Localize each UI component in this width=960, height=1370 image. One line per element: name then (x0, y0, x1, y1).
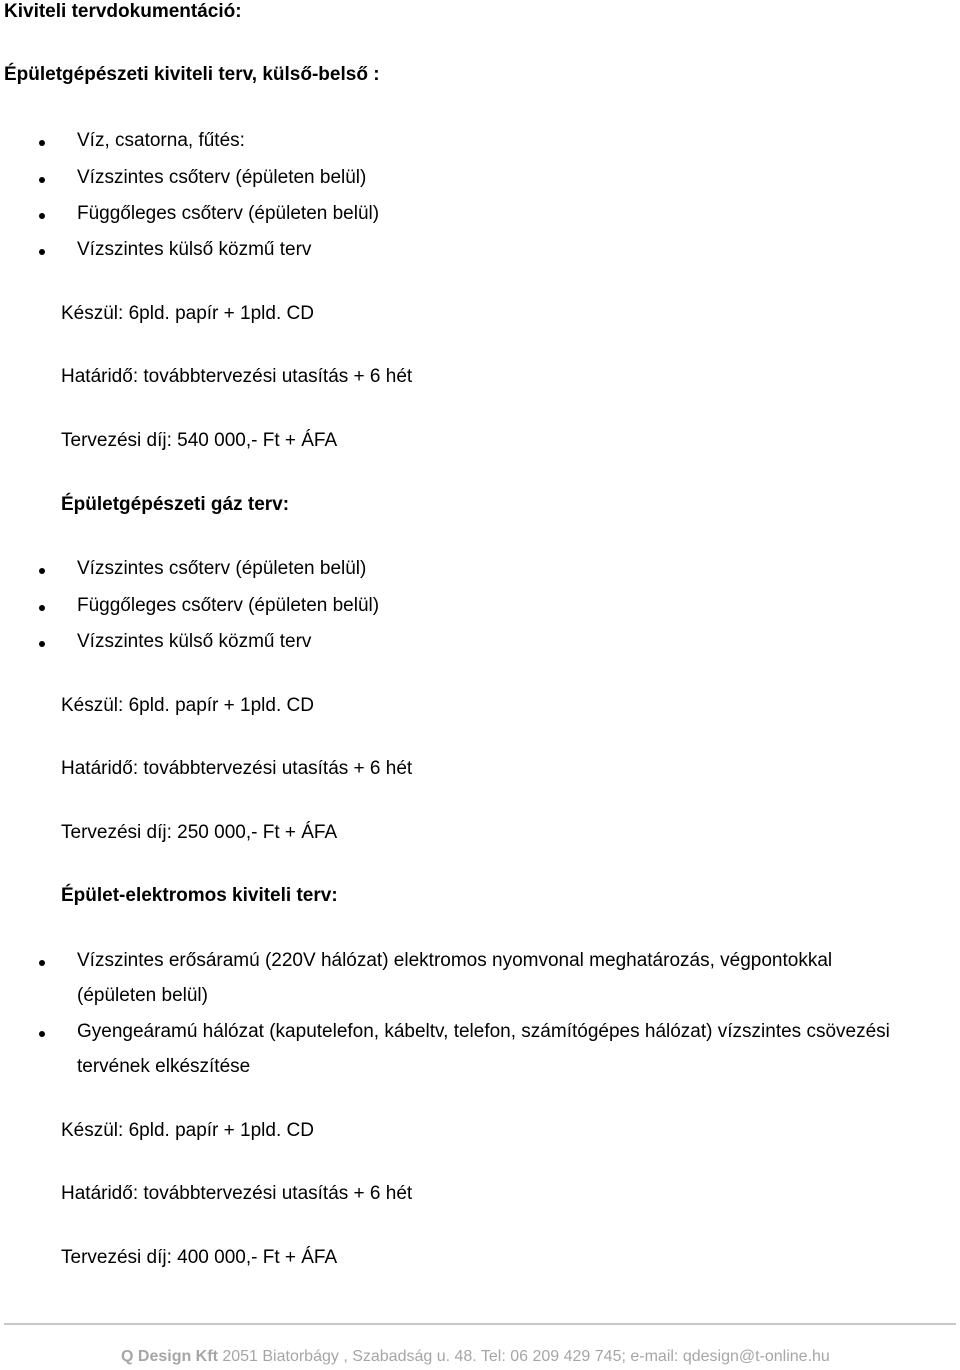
keszul-line: Készül: 6pld. papír + 1pld. CD (61, 695, 314, 716)
list-item: Vízszintes erősáramú (220V hálózat) elektromos nyomvonal meghatározás, végpontokkal (77, 950, 833, 971)
footer-divider (4, 1323, 956, 1325)
dij-line: Tervezési díj: 540 000,- Ft + ÁFA (61, 430, 338, 451)
list-item: Vízszintes csőterv (épületen belül) (77, 167, 367, 188)
bullet-icon (39, 605, 45, 611)
keszul-line: Készül: 6pld. papír + 1pld. CD (61, 303, 314, 324)
list-item: Vízszintes külső közmű terv (77, 239, 312, 260)
list-item-continuation: (épületen belül) (77, 985, 208, 1006)
bullet-icon (39, 568, 45, 574)
list-item: Függőleges csőterv (épületen belül) (77, 203, 380, 224)
hatarido-line: Határidő: továbbtervezési utasítás + 6 hét (61, 1183, 413, 1204)
footer-address: 2051 Biatorbágy , Szabadság u. 48. Tel: 06 209 429 745; e-mail: qdesign@t-online.hu (222, 1348, 830, 1365)
list-item: Víz, csatorna, fűtés: (77, 130, 245, 151)
hatarido-line: Határidő: továbbtervezési utasítás + 6 hét (61, 758, 413, 779)
list-item: Függőleges csőterv (épületen belül) (77, 595, 380, 616)
document-title: Kiviteli tervdokumentáció: (4, 1, 242, 22)
bullet-icon (39, 641, 45, 647)
bullet-icon (39, 249, 45, 255)
bullet-icon (39, 960, 45, 966)
list-item: Vízszintes külső közmű terv (77, 631, 312, 652)
footer (121, 1347, 830, 1367)
bullet-icon (39, 213, 45, 219)
footer-company: Q Design Kft (121, 1348, 218, 1365)
section-heading: Épületgépészeti kiviteli terv, külső-belső : (4, 64, 380, 85)
hatarido-line: Határidő: továbbtervezési utasítás + 6 hét (61, 366, 413, 387)
list-item-continuation: tervének elkészítése (77, 1056, 251, 1077)
section-heading: Épületgépészeti gáz terv: (61, 494, 290, 515)
dij-line: Tervezési díj: 400 000,- Ft + ÁFA (61, 1247, 338, 1268)
dij-line: Tervezési díj: 250 000,- Ft + ÁFA (61, 822, 338, 843)
bullet-icon (39, 1031, 45, 1037)
bullet-icon (39, 140, 45, 146)
list-item: Gyengeáramú hálózat (kaputelefon, kábeltv, telefon, számítógépes hálózat) vízszintes csövezési (77, 1021, 890, 1042)
section-heading: Épület-elektromos kiviteli terv: (61, 885, 338, 906)
keszul-line: Készül: 6pld. papír + 1pld. CD (61, 1120, 314, 1141)
bullet-icon (39, 177, 45, 183)
list-item: Vízszintes csőterv (épületen belül) (77, 558, 367, 579)
